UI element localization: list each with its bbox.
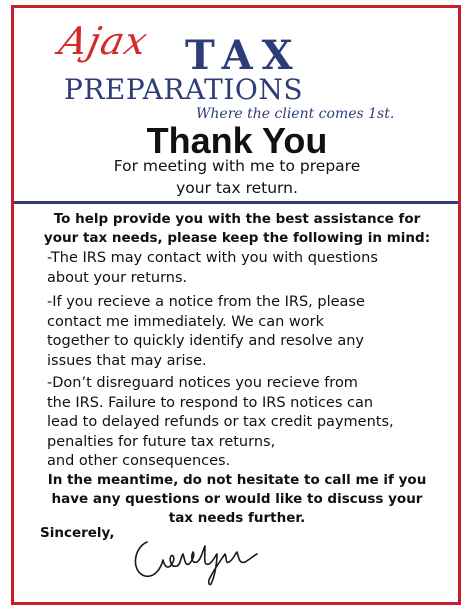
bullet-line: contact me immediately. We can work	[47, 313, 324, 330]
bullet-line: lead to delayed refunds or tax credit payments,	[47, 414, 394, 430]
page-title: Thank You	[146, 120, 328, 161]
bullet-line: -The IRS may contact with you with questions	[47, 250, 378, 266]
bullet-line: -If you recieve a notice from the IRS, please	[47, 294, 365, 310]
bullet-line: about your returns.	[47, 269, 188, 286]
divider-line	[14, 201, 458, 204]
bullet-line: the IRS. Failure to respond to IRS notices can	[47, 394, 374, 411]
subtitle-line: your tax return.	[176, 179, 298, 197]
bullet-line: together to quickly identify and resolve any	[47, 333, 364, 349]
logo-tax-text: TAX	[185, 32, 302, 79]
logo-preparations-text: PREPARATIONS	[64, 73, 303, 106]
bullet-line: -Don’t disreguard notices you recieve from	[47, 375, 358, 391]
subtitle-line: For meeting with me to prepare	[113, 157, 361, 175]
logo-tagline: Where the client comes 1st.	[196, 106, 395, 122]
logo-ajax-text: Ajax	[55, 19, 152, 63]
bullet-dont-disregard	[47, 374, 437, 472]
intro-paragraph	[30, 210, 444, 248]
signoff: Sincerely,	[40, 525, 115, 541]
intro-line: To help provide you with the best assistance for	[53, 211, 421, 227]
bullet-notice	[47, 293, 437, 371]
bullet-irs-contact	[47, 249, 437, 288]
closing-line: have any questions or would like to discuss your	[51, 491, 423, 507]
bullet-line: and other consequences.	[47, 453, 231, 469]
closing-line: In the meantime, do not hesitate to call me if you	[47, 472, 427, 488]
closing-line: tax needs further.	[168, 510, 306, 526]
bullet-line: issues that may arise.	[47, 352, 207, 369]
subtitle	[0, 155, 474, 199]
intro-line: your tax needs, please keep the following in mind:	[43, 230, 431, 246]
bullet-line: penalties for future tax returns,	[47, 433, 276, 450]
signature-icon	[125, 520, 275, 590]
